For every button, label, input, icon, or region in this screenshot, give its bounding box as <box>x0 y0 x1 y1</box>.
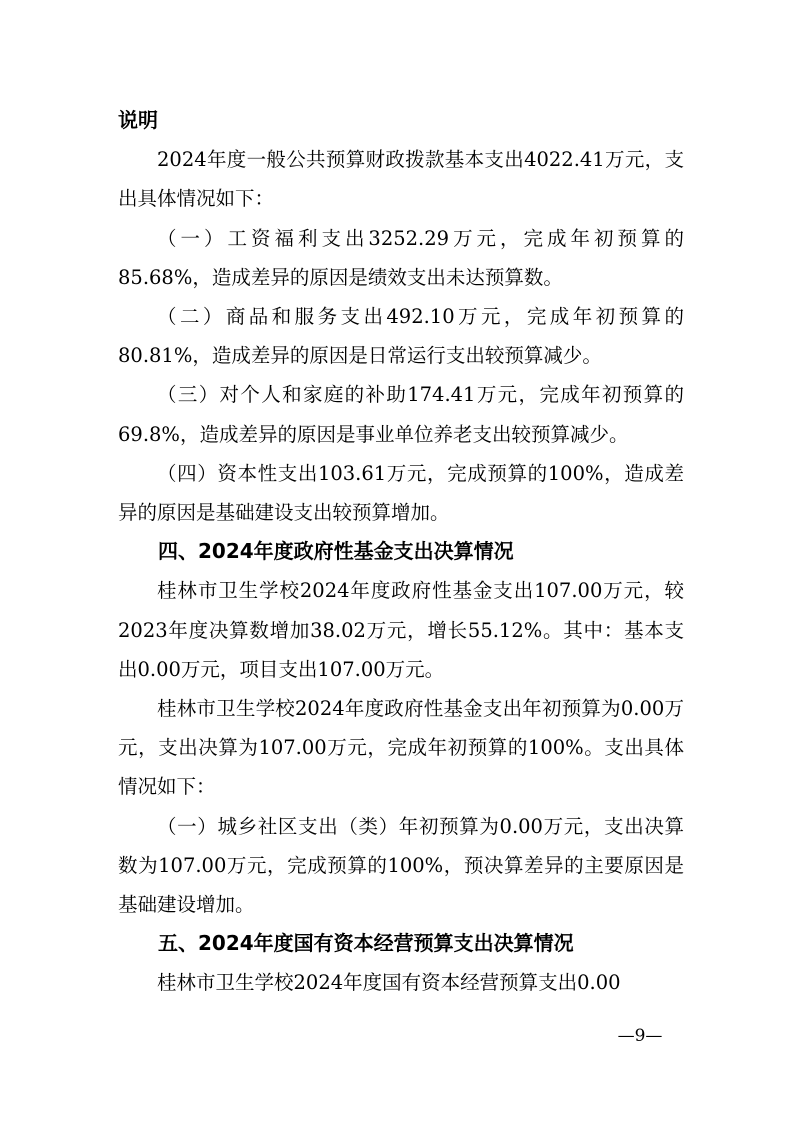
paragraph-basic-expenditure: 2024年度一般公共预算财政拨款基本支出4022.41万元，支出具体情况如下： <box>118 148 684 211</box>
explanation-label: 说明 <box>118 108 158 132</box>
document-body <box>118 101 684 1003</box>
paragraph-government-fund-budget: 桂林市卫生学校2024年度政府性基金支出年初预算为0.00万元，支出决算为107.00万元，完成年初预算的100%。支出具体情况如下： <box>118 697 684 799</box>
paragraph-individual-household-subsidy: （三）对个人和家庭的补助174.41万元，完成年初预算的69.8%，造成差异的原因是事业单位养老支出较预算减少。 <box>118 383 684 446</box>
paragraph-urban-rural-community: （一）城乡社区支出（类）年初预算为0.00万元，支出决算数为107.00万元，完成预算的100%，预决算差异的主要原因是基础建设增加。 <box>118 814 684 917</box>
paragraph-goods-services: （二）商品和服务支出492.10万元，完成年初预算的80.81%，造成差异的原因是日常运行支出较预算减少。 <box>118 305 684 368</box>
paragraph-government-fund-total: 桂林市卫生学校2024年度政府性基金支出107.00万元，较2023年度决算数增加38.02万元，增长55.12%。其中：基本支出0.00万元，项目支出107.00万元。 <box>118 579 684 681</box>
page-number: —9— <box>617 1026 663 1046</box>
section-heading-government-fund: 四、2024年度政府性基金支出决算情况 <box>158 539 514 564</box>
paragraph-state-capital-total: 桂林市卫生学校2024年度国有资本经营预算支出0.00 <box>157 971 621 995</box>
paragraph-salary-welfare: （一）工资福利支出3252.29万元，完成年初预算的85.68%，造成差异的原因是绩效支出未达预算数。 <box>118 226 684 289</box>
section-heading-state-capital: 五、2024年度国有资本经营预算支出决算情况 <box>158 931 574 956</box>
paragraph-capital-expenditure: （四）资本性支出103.61万元，完成预算的100%，造成差异的原因是基础建设支出较预算增加。 <box>118 461 684 525</box>
